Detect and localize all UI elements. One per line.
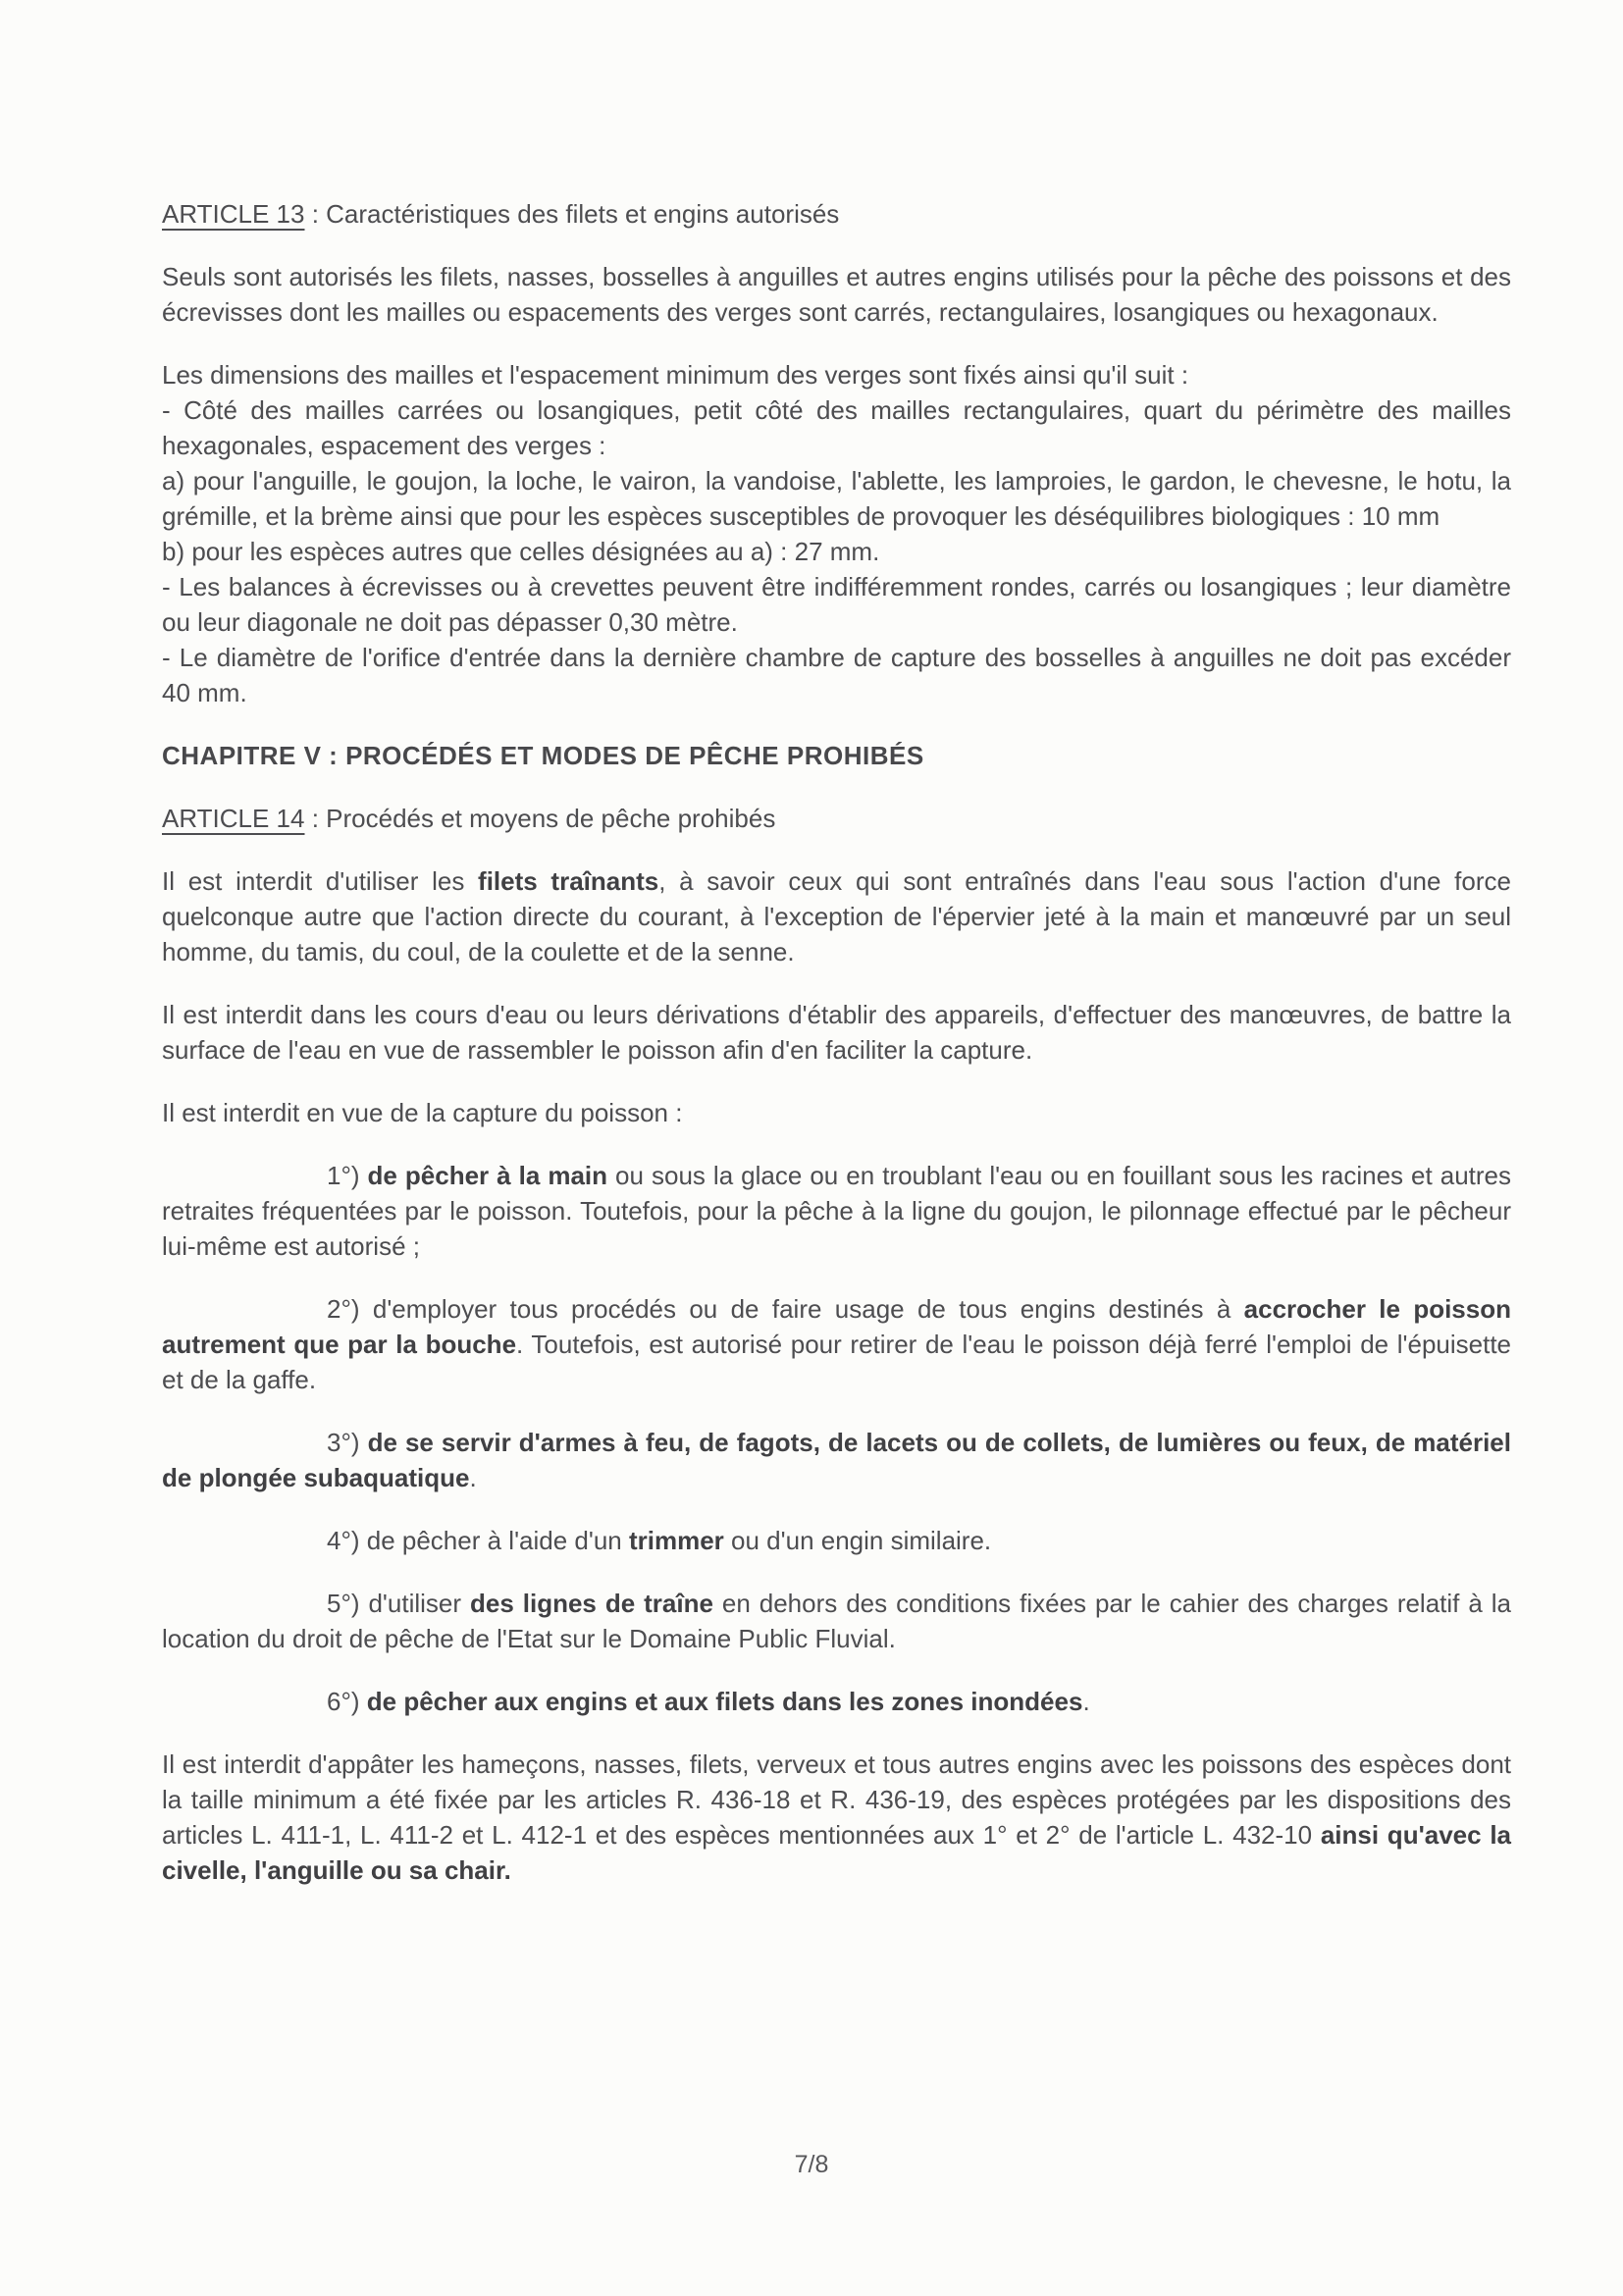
article-14-label: ARTICLE 14: [162, 804, 305, 833]
bold-text-run: de pêcher à la main: [367, 1161, 608, 1190]
chapter-5-heading: CHAPITRE V : PROCÉDÉS ET MODES DE PÊCHE PROHIBÉS: [162, 741, 924, 770]
page-number: 7/8: [794, 2151, 829, 2178]
article-14-title: : Procédés et moyens de pêche prohibés: [304, 804, 776, 833]
bold-text-run: de se servir d'armes à feu, de fagots, de lacets ou de collets, de lumières ou feux, de matériel de plongée subaquatique: [162, 1428, 1511, 1492]
article-13-paragraph-1: Seuls sont autorisés les filets, nasses, bosselles à anguilles et autres engins utilisés pour la pêche des poissons et des écrevisses dont les mailles ou espacements des verges sont carrés, rectangulaires, losangiques ou hexagonaux.: [162, 262, 1511, 327]
text-run: Il est interdit d'utiliser les: [162, 866, 479, 896]
text-run: . Toutefois, est autorisé pour retirer de l'eau le poisson déjà ferré l'emploi de l'épuisette et de la gaffe.: [162, 1330, 1512, 1394]
text-run: ou d'un engin similaire.: [723, 1526, 992, 1555]
bold-text-run: de pêcher aux engins et aux filets dans les zones inondées: [366, 1687, 1083, 1716]
text-run: .: [469, 1463, 477, 1492]
text-run: 6°): [327, 1687, 367, 1716]
bold-text-run: ainsi qu'avec la civelle, l'anguille ou sa chair.: [162, 1820, 1512, 1885]
text-run: 2°) d'employer tous procédés ou de faire usage de tous engins destinés à: [327, 1294, 1244, 1324]
article-13-item-b: b) pour les espèces autres que celles désignées au a) : 27 mm.: [162, 537, 880, 566]
text-run: 4°) de pêcher à l'aide d'un: [327, 1526, 629, 1555]
text-run: ou sous la glace ou en troublant l'eau ou en fouillant sous les racines et autres retraites fréquentées par le poisson. Toutefois, pour la pêche à la ligne du goujon, le pilonnage effectué par le pêcheur lui-même est autorisé ;: [162, 1161, 1511, 1261]
article-14-paragraph-1: [162, 863, 1511, 969]
bold-text-run: filets traînants: [478, 866, 659, 896]
article-13-title: : Caractéristiques des filets et engins autorisés: [304, 199, 840, 229]
article-13-dash-item-1: - Côté des mailles carrées ou losangiques, petit côté des mailles rectangulaires, quart du périmètre des mailles hexagonales, espacement des verges :: [162, 395, 1511, 460]
text-run: 1°): [327, 1161, 368, 1190]
article-13-dimensions-intro: Les dimensions des mailles et l'espacement minimum des verges sont fixés ainsi qu'il suit :: [162, 360, 1189, 390]
article-14-paragraph-2: Il est interdit dans les cours d'eau ou leurs dérivations d'établir des appareils, d'effectuer des manœuvres, de battre la surface de l'eau en vue de rassembler le poisson afin d'en faciliter la capture.: [162, 1000, 1511, 1065]
text-run: Il est interdit d'appâter les hameçons, nasses, filets, verveux et tous autres engins avec les poissons des espèces dont la taille minimum a été fixée par les articles R. 436-18 et R. 436-19, des espèces protégées par les dispositions des articles L. 411-1, L. 411-2 et L. 412-1 et des espèces mentionnées aux 1° et 2° de l'article L. 432-10: [162, 1749, 1511, 1850]
article-14-item-3: [162, 1425, 1511, 1495]
bold-text-run: accrocher le poisson autrement que par la bouche: [162, 1294, 1511, 1359]
article-14-heading: [162, 801, 1511, 836]
article-14-item-1: [162, 1158, 1511, 1264]
text-run: .: [1082, 1687, 1090, 1716]
article-14-item-5: [162, 1586, 1511, 1656]
article-13-dash-item-3: - Le diamètre de l'orifice d'entrée dans la dernière chambre de capture des bosselles à anguilles ne doit pas excéder 40 mm.: [162, 643, 1511, 707]
article-14-item-4: [162, 1523, 1511, 1558]
article-14-paragraph-3: Il est interdit en vue de la capture du poisson :: [162, 1098, 683, 1127]
text-run: en dehors des conditions fixées par le cahier des charges relatif à la location du droit de pêche de l'Etat sur le Domaine Public Fluvial.: [162, 1589, 1512, 1653]
text-run: 3°): [327, 1428, 368, 1457]
article-13-label: ARTICLE 13: [162, 199, 305, 229]
article-14-item-2: [162, 1291, 1511, 1397]
bold-text-run: des lignes de traîne: [469, 1589, 713, 1618]
text-run: , à savoir ceux qui sont entraînés dans l'eau sous l'action d'une force quelconque autre que l'action directe du courant, à l'exception de l'épervier jeté à la main et manœuvré par un seul homme, du tamis, du coul, de la coulette et de la senne.: [162, 866, 1511, 966]
article-13-dash-item-2: - Les balances à écrevisses ou à crevettes peuvent être indifféremment rondes, carrés ou losangiques ; leur diamètre ou leur diagonale ne doit pas dépasser 0,30 mètre.: [162, 572, 1511, 637]
article-13-heading: [162, 196, 1511, 232]
text-run: 5°) d'utiliser: [327, 1589, 470, 1618]
article-13-item-a: a) pour l'anguille, le goujon, la loche, le vairon, la vandoise, l'ablette, les lamproies, le gardon, le chevesne, le hotu, la grémille, et la brème ainsi que pour les espèces susceptibles de provoquer les déséquilibres biologiques : 10 mm: [162, 466, 1511, 531]
article-14-item-6: [162, 1684, 1511, 1719]
article-14-paragraph-4: [162, 1747, 1511, 1888]
bold-text-run: trimmer: [628, 1526, 724, 1555]
